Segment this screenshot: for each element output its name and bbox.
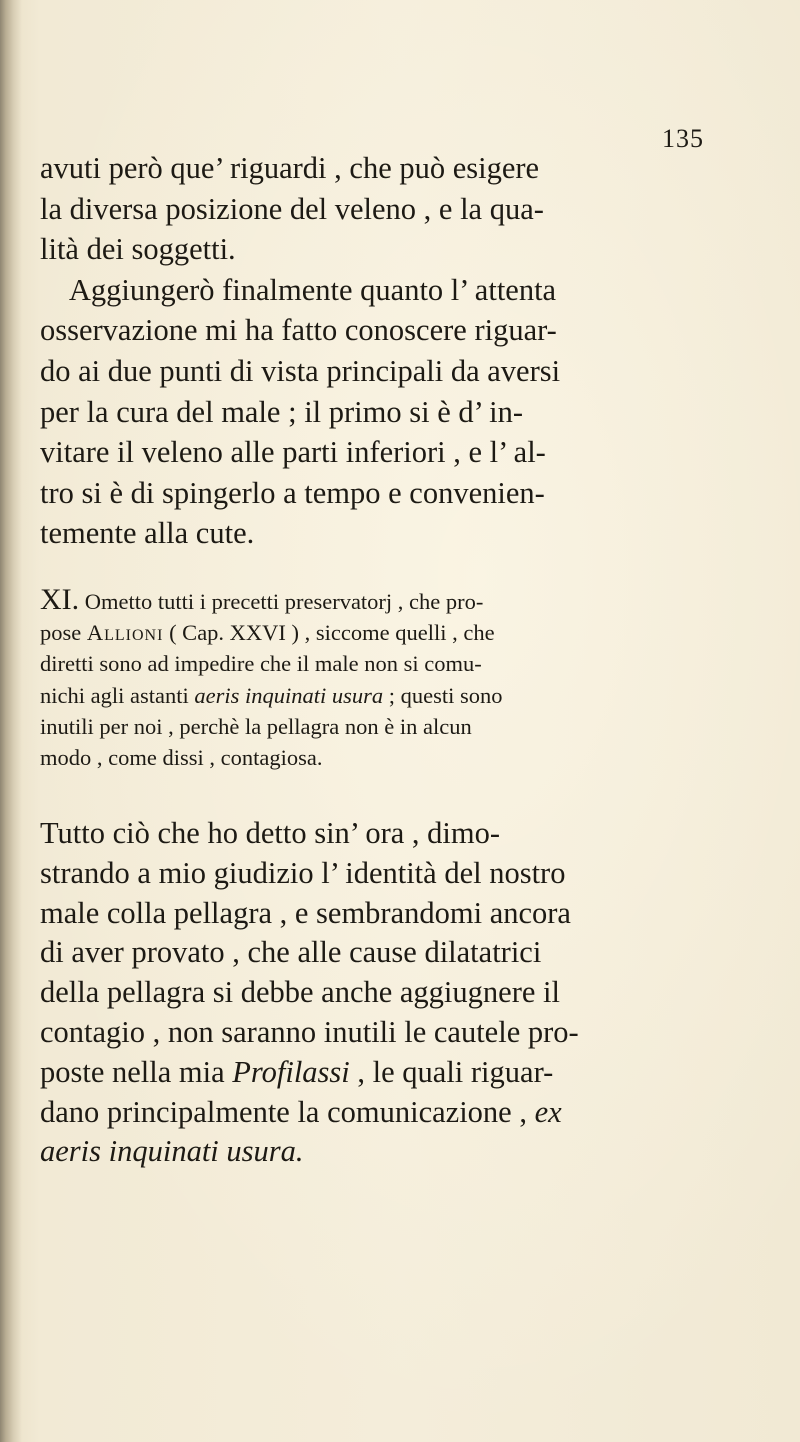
paragraph-1 [40, 148, 770, 554]
text-line: tro si è di spingerlo a tempo e convenien- [40, 475, 545, 510]
author-name: Allioni [86, 620, 164, 646]
text-line: Aggiungerò finalmente quanto l’ attenta [40, 272, 557, 307]
text-line: lità dei soggetti. [40, 232, 236, 267]
text-line: do ai due punti di vista principali da aversi [40, 353, 561, 388]
text-line: Tutto ciò che ho detto sin’ ora , dimo- [40, 816, 500, 850]
section-number: XI. [40, 583, 80, 616]
text-segment: dano principalmente la comunicazione , [40, 1094, 535, 1129]
text-segment: poste nella mia [40, 1054, 233, 1089]
text-line: osservazione mi ha fatto conoscere riguar- [40, 313, 557, 348]
text-line: inutili per noi , perchè la pellagra non è in alcun [40, 713, 472, 739]
text-segment: , le quali riguar- [349, 1054, 554, 1089]
text-segment: ; questi sono [383, 682, 503, 708]
text-line: male colla pellagra , e sembrandomi ancora [40, 895, 571, 930]
text-line: modo , come dissi , contagiosa. [40, 745, 323, 771]
text-line: temente alla cute. [40, 516, 255, 551]
page-number: 135 [662, 124, 704, 153]
paragraph-3 [40, 814, 770, 1172]
text-line: di aver provato , che alle cause dilatatrici [40, 935, 542, 970]
text-segment: ( Cap. XXVI ) , siccome quelli , che [163, 620, 495, 646]
latin-word: ex [534, 1094, 562, 1129]
binding-edge [0, 0, 22, 1442]
text-line: la diversa posizione del veleno , e la qua- [40, 191, 544, 226]
text-line: vitare il veleno alle parti inferiori , e l’ al- [40, 435, 546, 470]
text-line: contagio , non saranno inutili le cautele pro- [40, 1014, 579, 1049]
text-segment: pose [40, 620, 87, 646]
latin-phrase: aeris inquinati usura [194, 682, 384, 708]
work-title: Profilassi [232, 1054, 350, 1089]
text-line: strando a mio giudizio l’ identità del nostro [40, 855, 566, 890]
text-segment: nichi agli astanti [40, 682, 195, 708]
text-line: diretti sono ad impedire che il male non si comu- [40, 651, 482, 677]
text-line: avuti però que’ riguardi , che può esigere [40, 151, 540, 185]
text-line: per la cura del male ; il primo si è d’ in- [40, 394, 524, 429]
text-line: della pellagra si debbe anche aggiugnere il [40, 975, 560, 1010]
latin-phrase: aeris inquinati usura. [40, 1134, 304, 1169]
paragraph-2 [40, 584, 770, 773]
text-segment: Ometto tutti i precetti preservatorj , che pro- [79, 589, 484, 614]
